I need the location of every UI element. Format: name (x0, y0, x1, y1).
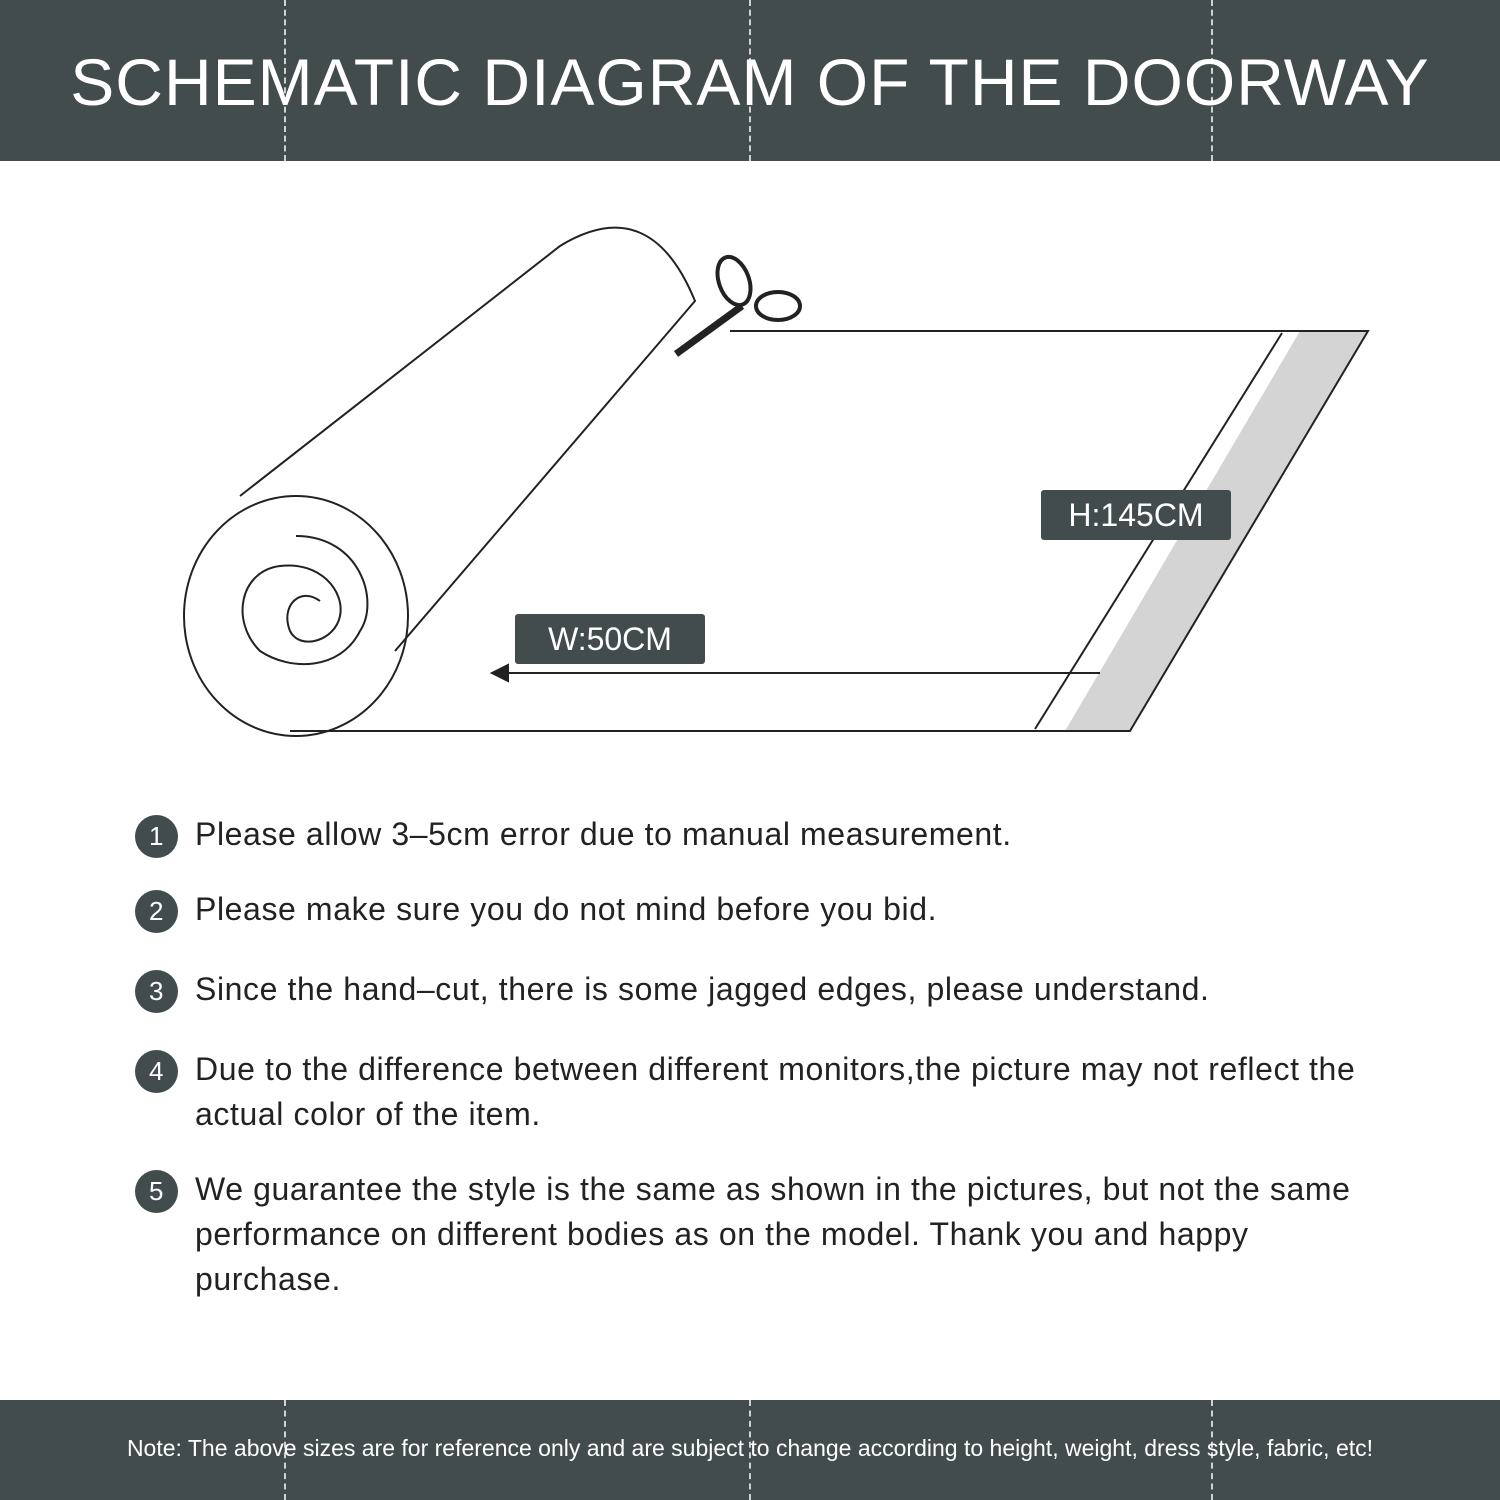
list-item (135, 967, 1375, 1012)
notes-list (135, 812, 1375, 1302)
page-title: SCHEMATIC DIAGRAM OF THE DOORWAY (70, 45, 1430, 119)
note-text: Since the hand–cut, there is some jagged edges, please understand. (195, 971, 1210, 1007)
note-text: Due to the difference between different monitors,the picture may not reflect the actual color of the item. (195, 1051, 1356, 1132)
roll-end (184, 496, 408, 736)
rolled-mat-illustration (0, 161, 1500, 781)
header-banner (0, 0, 1500, 161)
footer-note: Note: The above sizes are for reference only and are subject to change according to height, weight, dress style, fabric, etc! (126, 1435, 1374, 1461)
list-item (135, 812, 1375, 857)
footer-banner (0, 1400, 1500, 1500)
width-label: W:50CM (515, 614, 705, 664)
scissors-icon (676, 252, 800, 354)
note-text: Please make sure you do not mind before you bid. (195, 891, 938, 927)
height-label: H:145CM (1041, 490, 1231, 540)
number-badge: 1 (135, 815, 178, 858)
note-text: Please allow 3–5cm error due to manual measurement. (195, 816, 1012, 852)
list-item (135, 887, 1375, 932)
number-badge: 4 (135, 1050, 178, 1093)
list-item (135, 1167, 1375, 1302)
note-text: We guarantee the style is the same as shown in the pictures, but not the same performance on different bodies as on the model. Thank you and happy purchase. (195, 1171, 1351, 1297)
arrow-head-icon (492, 665, 508, 681)
roll-body (240, 228, 695, 651)
list-item (135, 1047, 1375, 1137)
roll-spiral (243, 536, 368, 664)
number-badge: 5 (135, 1170, 178, 1213)
number-badge: 2 (135, 890, 178, 933)
number-badge: 3 (135, 970, 178, 1013)
